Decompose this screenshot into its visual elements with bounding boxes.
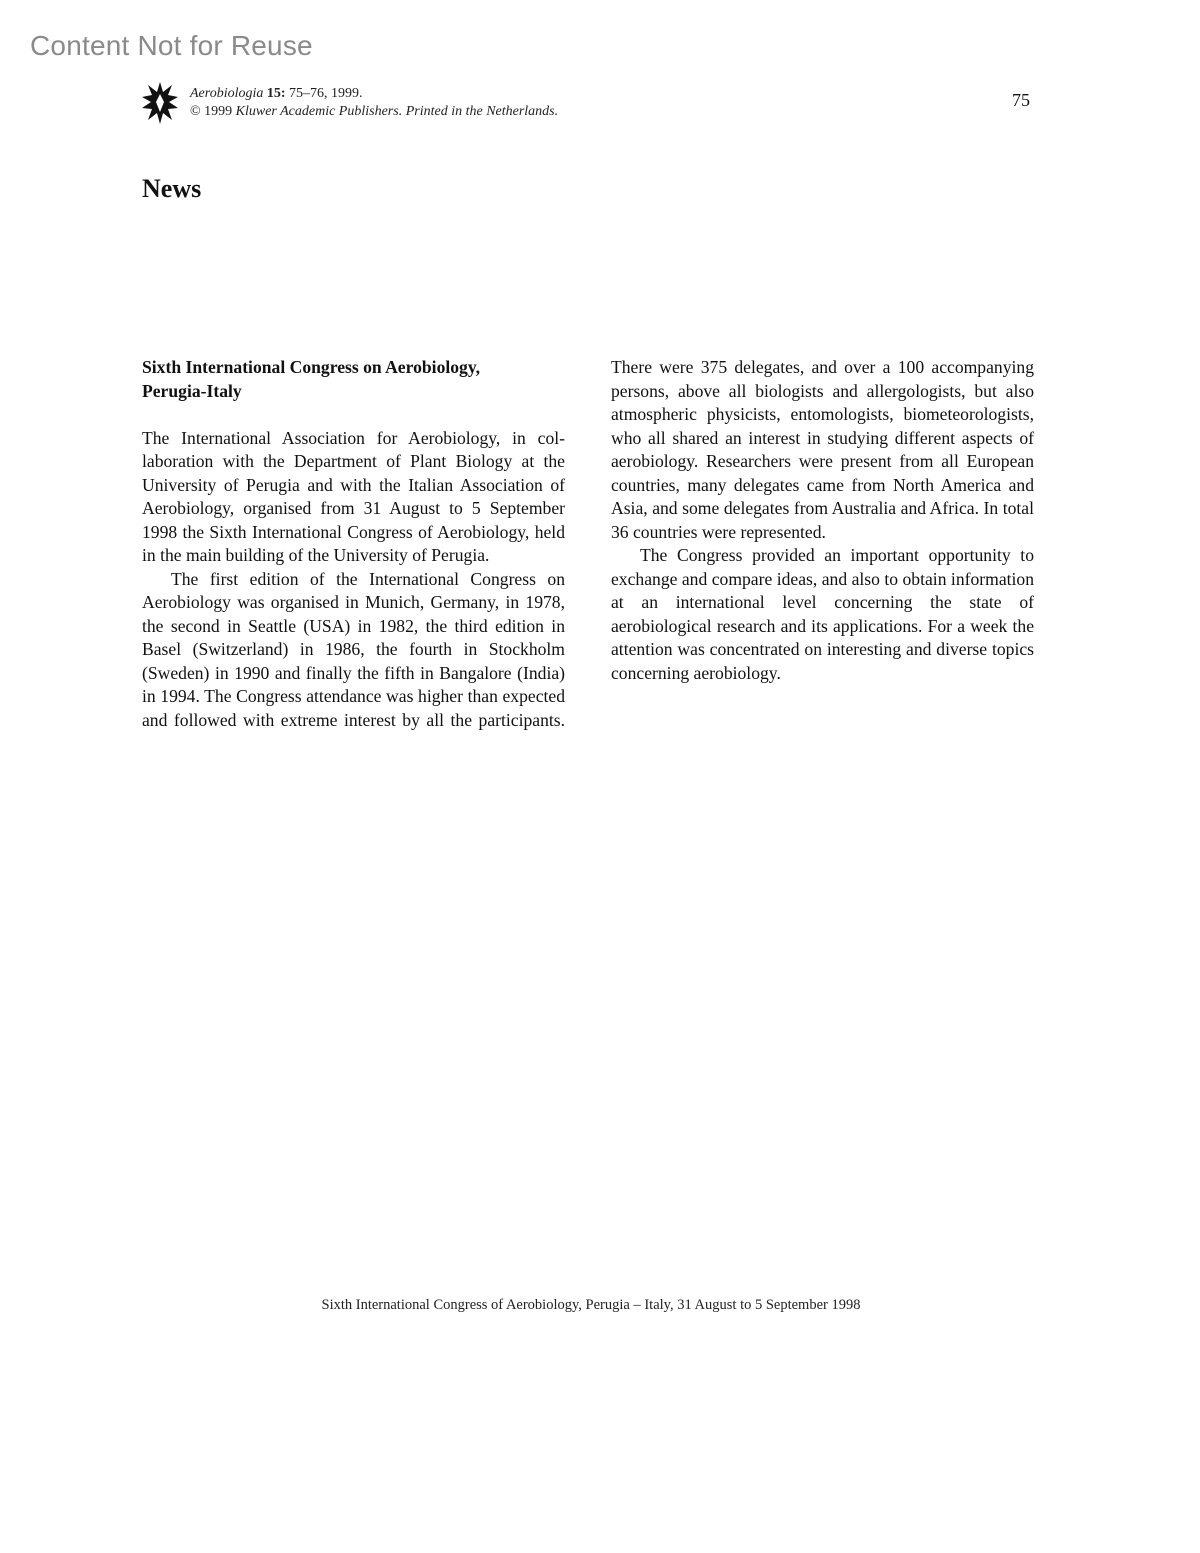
journal-name: Aerobiologia	[190, 86, 264, 101]
article-paragraph-3: The Congress provided an important opportunity to exchange and compare ideas, and also to obtain information at an international level concerning the state of aerobiological research and its applications. For a week the attention was concentrated on interesting and diverse topics concerning aerobiology.	[611, 545, 1034, 683]
journal-volume: 15:	[266, 86, 286, 101]
copyright-year: 1999	[204, 104, 233, 119]
journal-citation	[190, 85, 558, 121]
article-paragraph-2-continued: There were 375 delegates, and over a 100 accompanying persons, above all biologists and allergologists, but also atmospheric physicists, entomologists, biometeorologists, who all shared an interest in studying different aspects of aerobiology. Researchers were present from all European countries, many delegates came from North America and Asia, and some delegates from Australia and Africa. In total 36 countries were represented.	[611, 357, 1034, 542]
article-title-line1: Sixth International Congress on Aerobiology,	[142, 357, 481, 377]
left-column	[142, 356, 565, 732]
photo-caption: Sixth International Congress of Aerobiology, Perugia – Italy, 31 August to 5 September 1998	[321, 1297, 861, 1313]
journal-pages-year: 75–76, 1999.	[289, 86, 363, 101]
article-paragraph-1: The International Association for Aerobiology, in collaboration with the Department of Plant Biology at the University of Perugia and with the Italian Association of Aerobiology, organised from 31 August to 5 September 1998 the Sixth International Congress of Aerobiology, held in the main building of the University of Perugia.	[142, 427, 565, 565]
copyright-symbol: ©	[190, 104, 201, 119]
publisher-logo-icon	[142, 82, 178, 124]
section-title: News	[142, 174, 202, 203]
watermark: Content Not for Reuse	[30, 30, 313, 61]
page-number: 75	[1012, 90, 1030, 110]
printed-location: Printed in the Netherlands.	[405, 104, 559, 119]
publisher-name: Kluwer Academic Publishers.	[235, 104, 403, 119]
article-title	[142, 356, 565, 403]
article-title-line2: Perugia-Italy	[142, 380, 242, 401]
citation-line	[190, 85, 558, 103]
right-column	[611, 356, 1034, 685]
article-paragraph-2: The first edition of the International Congress on Aerobiology was organised in Munich, Germany, in 1978, the second in Seattle (USA) in 1982, the third edition in Basel (Switzerland) in 1986, the fourth in Stockholm (Sweden) in 1990 and finally the fifth in Bangalore (India) in 1994. The Congress attendance was higher than expected and followed with extreme interest by all the participants.	[142, 568, 565, 730]
copyright-line	[190, 103, 558, 121]
